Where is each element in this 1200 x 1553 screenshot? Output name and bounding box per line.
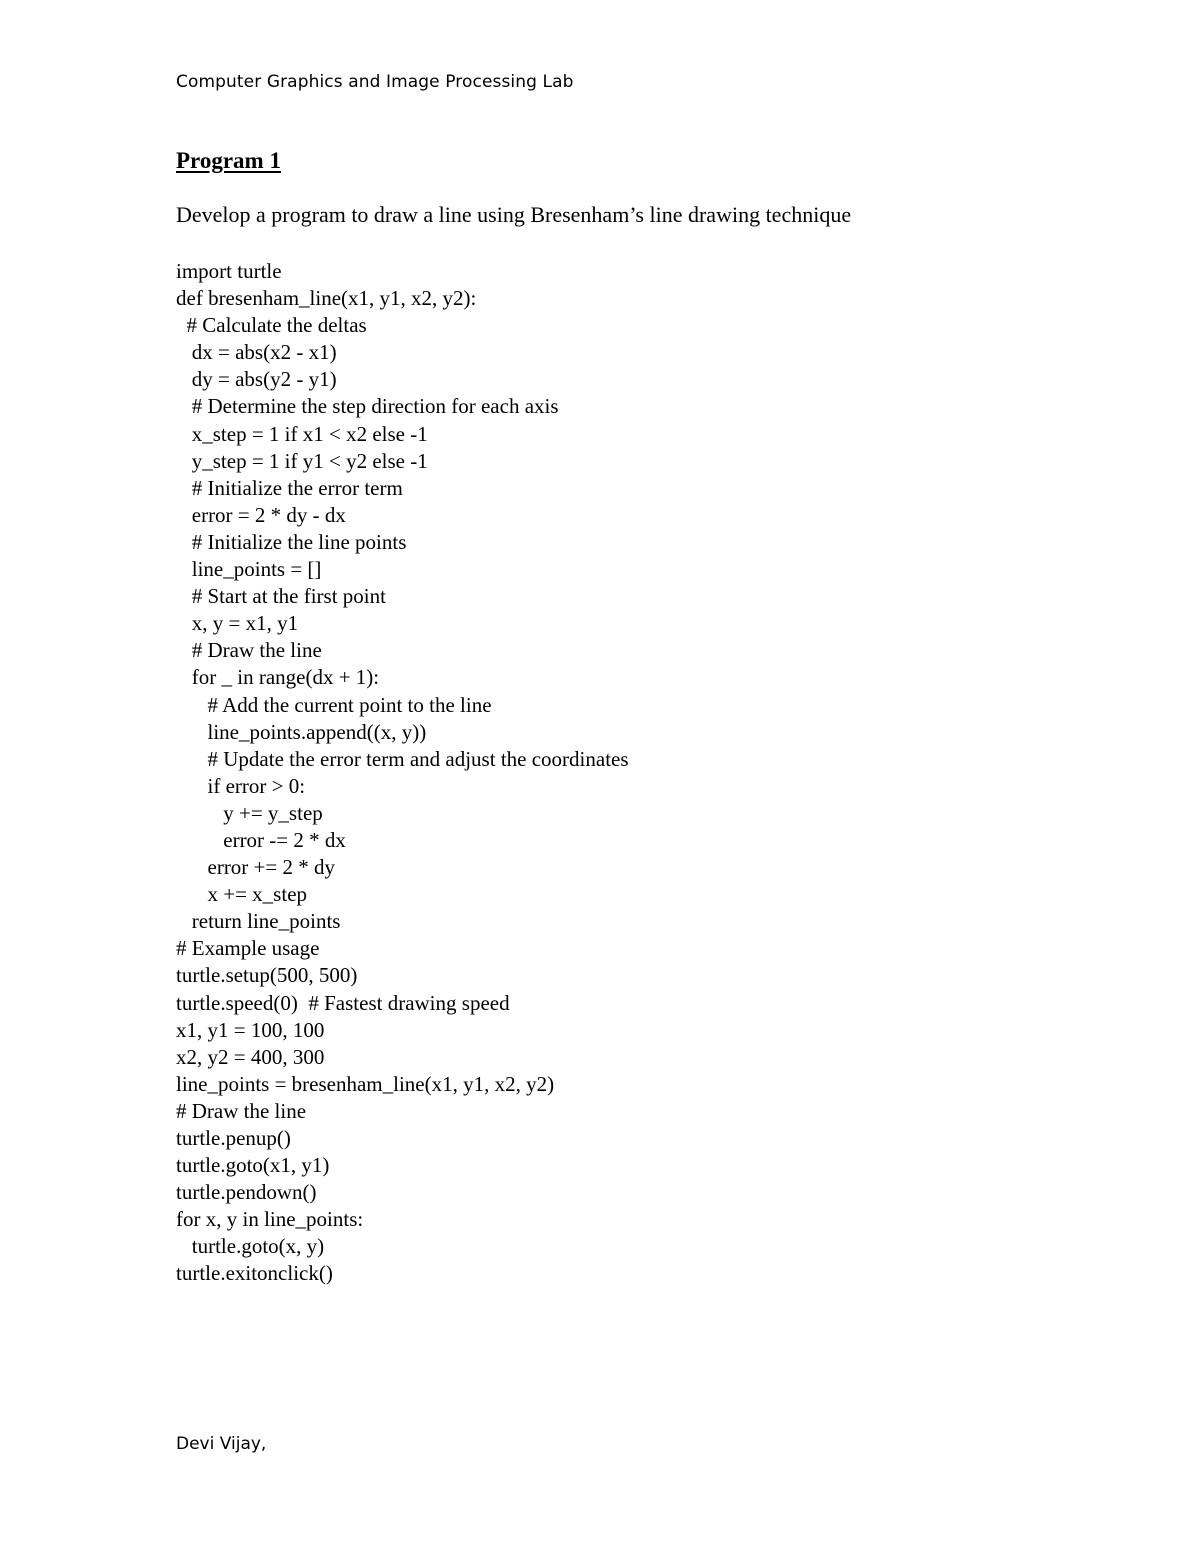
code-line: dx = abs(x2 - x1) <box>176 340 337 365</box>
code-line: turtle.penup() <box>176 1126 291 1150</box>
code-line: turtle.goto(x1, y1) <box>176 1153 330 1178</box>
code-line: turtle.speed(0) # Fastest drawing speed <box>176 990 510 1015</box>
code-line: line_points = bresenham_line(x1, y1, x2, y2) <box>176 1071 555 1096</box>
code-line: y_step = 1 if y1 < y2 else -1 <box>176 448 428 473</box>
code-line: turtle.setup(500, 500) <box>176 963 358 988</box>
code-line: turtle.exitonclick() <box>176 1261 333 1286</box>
code-line: # Add the current point to the line <box>176 692 492 717</box>
code-line: # Initialize the error term <box>176 475 403 500</box>
code-line: x_step = 1 if x1 < x2 else -1 <box>176 421 428 446</box>
code-line: x2, y2 = 400, 300 <box>176 1044 325 1069</box>
program-title: Program 1 <box>176 148 281 173</box>
code-line: x, y = x1, y1 <box>176 611 299 636</box>
task-description: Develop a program to draw a line using Bresenham’s line drawing technique <box>176 202 852 227</box>
code-line: for _ in range(dx + 1): <box>176 665 380 690</box>
code-line: line_points = [] <box>176 557 322 582</box>
code-line: turtle.goto(x, y) <box>176 1234 325 1259</box>
code-listing <box>176 258 629 1288</box>
code-line: error -= 2 * dx <box>176 827 346 852</box>
code-line: dy = abs(y2 - y1) <box>176 367 337 392</box>
code-line: # Update the error term and adjust the coordinates <box>176 746 629 771</box>
code-line: y += y_step <box>176 800 323 825</box>
code-line: # Draw the line <box>176 1098 307 1123</box>
code-line: error = 2 * dy - dx <box>176 502 346 527</box>
code-line: # Example usage <box>176 936 320 961</box>
code-line: return line_points <box>176 909 341 934</box>
code-line: line_points.append((x, y)) <box>176 719 427 744</box>
code-line: turtle.pendown() <box>176 1180 317 1205</box>
code-line: x1, y1 = 100, 100 <box>176 1017 325 1042</box>
page-footer: Devi Vijay, <box>176 1434 267 1454</box>
code-line: if error > 0: <box>176 773 306 798</box>
code-line: # Start at the first point <box>176 584 386 609</box>
code-line: for x, y in line_points: <box>176 1207 364 1232</box>
code-line: x += x_step <box>176 882 308 907</box>
code-line: import turtle <box>176 259 282 283</box>
code-line: # Determine the step direction for each axis <box>176 394 559 419</box>
code-line: # Draw the line <box>176 638 322 663</box>
code-line: # Calculate the deltas <box>176 313 367 338</box>
code-line: def bresenham_line(x1, y1, x2, y2): <box>176 286 477 311</box>
page-header: Computer Graphics and Image Processing Lab <box>176 72 574 92</box>
code-line: # Initialize the line points <box>176 529 407 554</box>
code-line: error += 2 * dy <box>176 855 335 880</box>
